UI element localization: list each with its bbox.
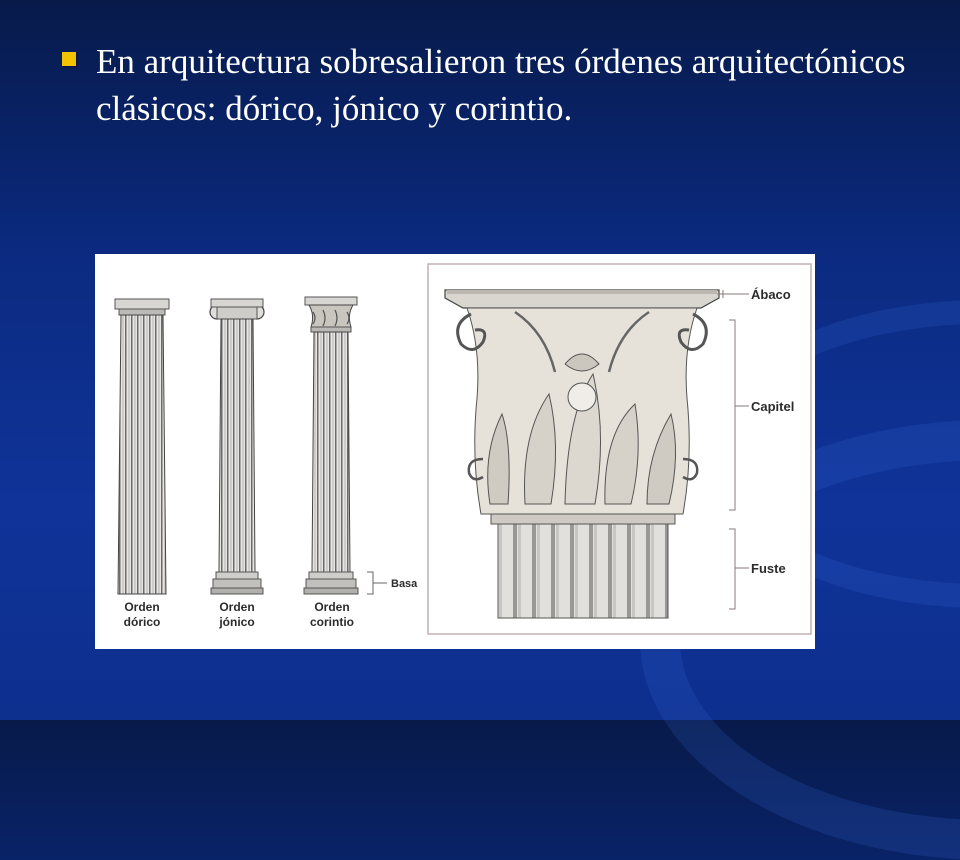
corinthian-column (304, 297, 387, 594)
doric-caption-line2: dórico (123, 615, 161, 629)
corinthian-capital-detail (445, 290, 719, 618)
square-bullet-icon (62, 52, 76, 66)
ionic-caption-line2: jónico (219, 615, 255, 629)
base-label: Basa (391, 578, 418, 590)
bullet-item (62, 38, 922, 132)
bullet-text: En arquitectura sobresalieron tres órdenes arquitectónicos clásicos: dórico, jónico y corintio. (96, 42, 906, 128)
shaft-label: Fuste (751, 561, 786, 576)
capital-label: Capitel (751, 399, 795, 414)
ionic-caption-line1: Orden (219, 600, 255, 614)
doric-caption-line1: Orden (124, 600, 160, 614)
corinthian-caption-line1: Orden (314, 600, 350, 614)
corinthian-caption-line2: corintio (310, 615, 354, 629)
abacus-label: Ábaco (751, 287, 791, 302)
columns-illustration (95, 254, 815, 649)
architecture-orders-figure (95, 254, 815, 649)
ionic-column (210, 299, 264, 594)
doric-column (115, 299, 169, 594)
